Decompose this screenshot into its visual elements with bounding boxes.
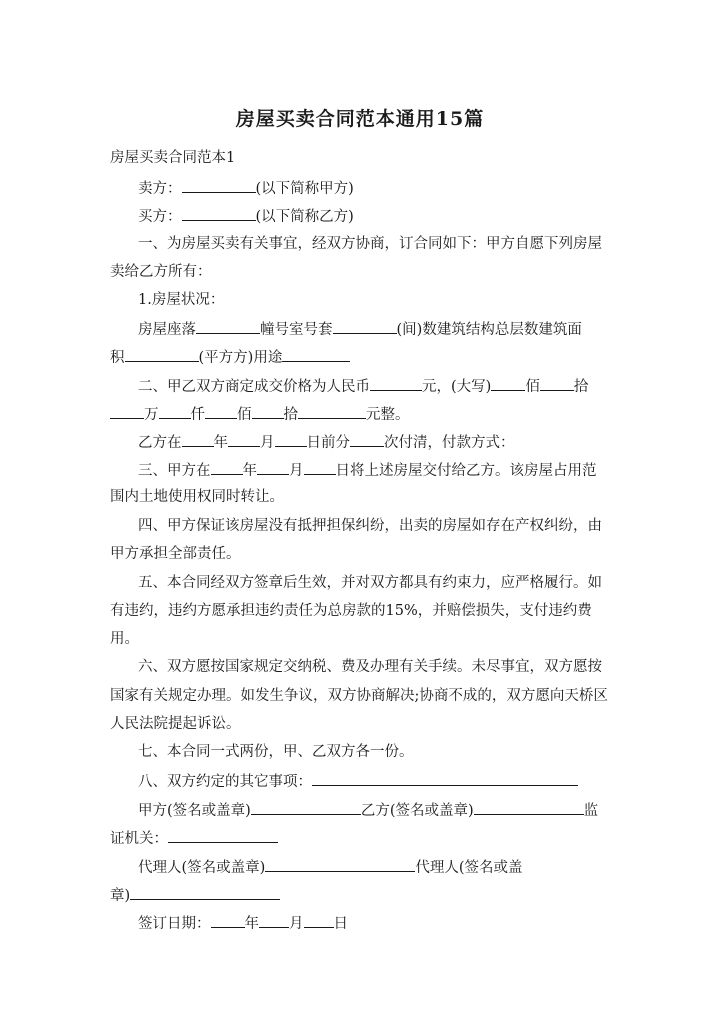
clause3-line2: 围内土地使用权同时转让。 [110, 489, 284, 505]
buyer-line: 买方： (以下简称乙方) [138, 205, 354, 227]
agent-line2: 章) [110, 884, 280, 906]
clause4-line2: 甲方承担全部责任。 [110, 546, 241, 562]
clause2-line1: 二、甲乙双方商定成交价格为人民币 元，(大写) 佰 拾 [138, 375, 588, 397]
clause5-line2: 有违约，违约方愿承担违约责任为总房款的15%，并赔偿损失，支付违约费 [110, 603, 592, 619]
agent-line1: 代理人(签名或盖章) 代理人(签名或盖 [138, 856, 523, 878]
clause3-line1: 三、甲方在 年 月 日将上述房屋交付给乙方。该房屋占用范 [138, 459, 597, 481]
item1-heading: 1.房屋状况： [138, 292, 225, 308]
document-title: 房屋买卖合同范本通用15篇 [235, 108, 485, 130]
date-line: 签订日期： 年 月 日 [138, 912, 348, 934]
seller-line: 卖方： (以下简称甲方) [138, 177, 354, 199]
signature-line1: 甲方(签名或盖章) 乙方(签名或盖章) 监 [138, 799, 598, 821]
location-line2: 积 (平方方)用途 [110, 346, 350, 368]
clause6-line2: 国家有关规定办理。如发生争议，双方协商解决;协商不成的，双方愿向天桥区 [110, 688, 608, 704]
signature-line2: 证机关： [110, 827, 278, 849]
clause1-line1: 一、为房屋买卖有关事宜，经双方协商，订合同如下：甲方自愿下列房屋 [138, 236, 602, 252]
clause7-line: 七、本合同一式两份，甲、乙双方各一份。 [138, 744, 414, 760]
clause1-line2: 卖给乙方所有： [110, 264, 212, 280]
other-terms-blank [312, 770, 578, 786]
clause4-line1: 四、甲方保证该房屋没有抵押担保纠纷，出卖的房屋如存在产权纠纷，由 [138, 518, 602, 534]
clause2-line2: 万 仟 佰 拾 元整。 [110, 403, 410, 425]
subtitle: 房屋买卖合同范本1 [110, 150, 236, 166]
clause5-line3: 用。 [110, 631, 139, 647]
location-line1: 房屋座落 幢号室号套 (间)数建筑结构总层数建筑面 [138, 318, 582, 340]
payment-line: 乙方在 年 月 日前分 次付清，付款方式： [138, 431, 515, 453]
clause8-line: 八、双方约定的其它事项： [138, 770, 578, 792]
clause5-line1: 五、本合同经双方签章后生效，并对双方都具有约束力，应严格履行。如 [138, 575, 602, 591]
clause6-line1: 六、双方愿按国家规定交纳税、费及办理有关手续。未尽事宜，双方愿按 [138, 659, 602, 675]
clause6-line3: 人民法院提起诉讼。 [110, 716, 241, 732]
buyer-blank [182, 205, 256, 221]
seller-blank [182, 177, 256, 193]
